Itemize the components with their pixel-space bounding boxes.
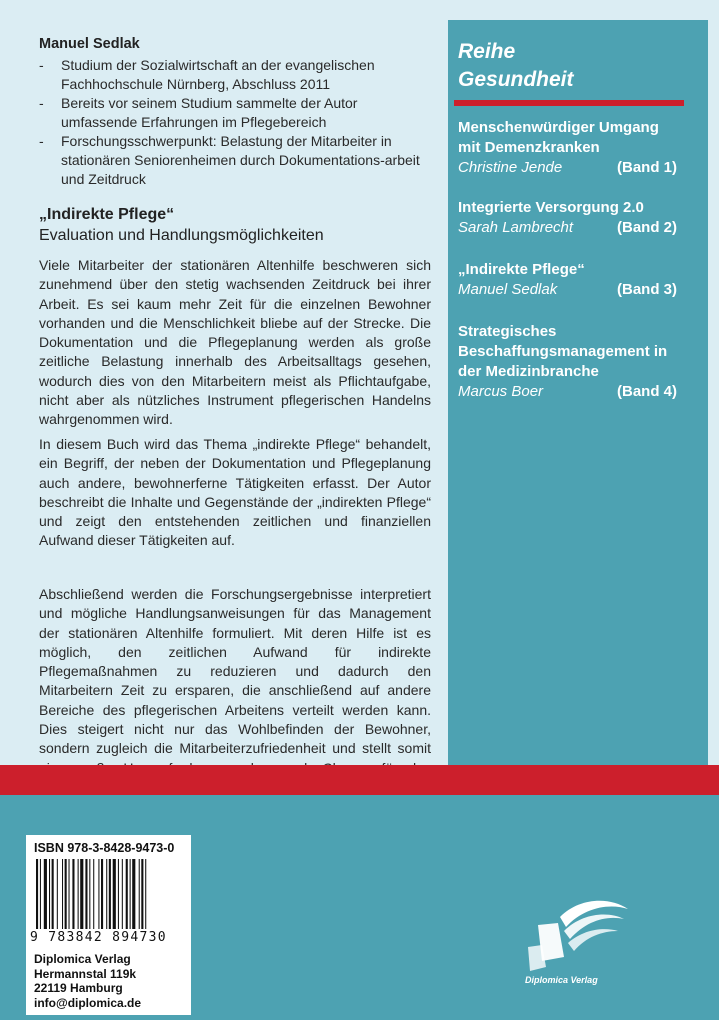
barcode-bar — [130, 859, 131, 929]
red-band — [0, 765, 719, 795]
series-volume — [458, 118, 683, 178]
barcode-bar — [52, 859, 54, 929]
volume-band: (Band 3) — [617, 281, 677, 298]
volume-band: (Band 2) — [617, 219, 677, 236]
blurb-paragraph: Viele Mitarbeiter der stationären Altenhilfe beschweren sich zunehmend über den stetig wachsenden Zeitdruck bei ihrer Arbeit. Es sei kaum mehr Zeit für die einzelnen Bewohner vorhanden und die Menschlichkeit bliebe auf der Strecke. Die Dokumentation und die Pflegeplanung werden als große zeitliche Belastung innerhalb des Arbeitsalltags gesehen, wodurch dies von den Mitarbeitern meist als Pflichtaufgabe, nicht aber als nützliches Instrument pflegerischen Handelns wahrgenommen wird. — [39, 257, 431, 428]
publisher-city: 22119 Hamburg — [34, 981, 123, 995]
series-sidebar — [448, 20, 708, 765]
barcode-bar — [44, 859, 47, 929]
volume-title: Integrierte Versorgung 2.0 — [458, 199, 644, 216]
series-volume — [458, 322, 683, 402]
barcode-bar — [36, 859, 38, 929]
barcode-bar — [49, 859, 50, 929]
barcode-bar — [65, 859, 67, 929]
logo-text: Diplomica Verlag — [525, 975, 598, 985]
series-volume — [458, 260, 683, 300]
blurb-paragraph: Abschließend werden die Forschungsergebnisse interpretiert und mögliche Handlungsanweisungen für das Management der stationären Altenhilfe formuliert. Mit deren Hilfe ist es möglich, den zeitlichen Aufwand für indirekte Pflegemaßnahmen zu reduzieren und dadurch den Mitarbeitern Zeit zu ersparen, die anschließend auf andere Bereiche des pflegerischen Arbeitens verteilt werden kann. Dies steigert nicht nur das Wohlbefinden der Bewohner, sondern zugleich die Mitarbeiterzufriedenheit und stellt somit — [39, 586, 431, 757]
barcode-bar — [139, 859, 140, 929]
bio-item: - Bereits vor seinem Studium sammelte der Autor umfassende Erfahrungen im Pflegebereich — [39, 95, 358, 130]
barcode-bar — [126, 859, 128, 929]
bottom-panel — [0, 795, 719, 1020]
publisher-address — [34, 952, 141, 1010]
publisher-street: Hermannstal 119k — [34, 966, 137, 981]
author-bio — [39, 56, 431, 189]
barcode-bar — [85, 859, 87, 929]
book-subtitle: Evaluation und Handlungsmöglichkeiten — [39, 227, 324, 244]
barcode-bar — [89, 859, 90, 929]
bio-item: - Forschungsschwerpunkt: Belastung der Mitarbeiter in stationären Seniorenheimen durch Dokumentations-arbeit und Zeitdruck — [39, 133, 420, 187]
volume-title: Strategisches Beschaffungsmanagement in der Medizinbranche — [458, 323, 668, 380]
barcode-bar — [109, 859, 111, 929]
barcode-bar — [93, 859, 94, 929]
barcode-bar — [98, 859, 99, 929]
barcode-bar — [122, 859, 123, 929]
barcode-bar — [141, 859, 143, 929]
barcode-bar — [101, 859, 103, 929]
barcode-bar — [132, 859, 135, 929]
volume-author: Christine Jende — [458, 159, 563, 176]
barcode-bar — [57, 859, 58, 929]
volume-author: Manuel Sedlak — [458, 281, 558, 298]
barcode-number: 9 783842 894730 — [30, 930, 167, 945]
author-name: Manuel Sedlak — [39, 36, 140, 52]
barcode-bar — [72, 859, 74, 929]
series-title: Reihe Gesundheit — [458, 40, 574, 91]
blurb-paragraph: In diesem Buch wird das Thema „indirekte Pflege“ behandelt, ein Begriff, der neben der Dokumentation und Pflegeplanung auch andere, bewohnerferne Tätigkeiten erfasst. Der Autor beschreibt die Inhalte und Gegenstände der „indirekten Pflege“ und zeigt den entstehenden zeitlichen und finanziellen Aufwand dieser Tätigkeiten auf. — [39, 436, 431, 549]
barcode-bar — [80, 859, 83, 929]
blurb-column — [26, 20, 438, 765]
series-divider — [454, 100, 684, 106]
isbn-label: ISBN 978-3-8428-9473-0 — [34, 841, 175, 855]
barcode-bar — [118, 859, 119, 929]
volume-author: Marcus Boer — [458, 383, 544, 400]
book-title: „Indirekte Pflege“ — [39, 206, 175, 223]
volume-title: „Indirekte Pflege“ — [458, 261, 585, 278]
barcode-bar — [62, 859, 63, 929]
barcode-bar — [106, 859, 107, 929]
barcode-bar — [145, 859, 146, 929]
barcode-bar — [40, 859, 41, 929]
barcode-bar — [69, 859, 70, 929]
series-volume — [458, 198, 683, 238]
volume-band: (Band 1) — [617, 159, 677, 176]
barcode — [34, 859, 184, 929]
publisher-email: info@diplomica.de — [34, 995, 142, 1010]
barcode-bar — [113, 859, 116, 929]
publisher-name: Diplomica Verlag — [34, 952, 131, 966]
volume-title: Menschenwürdiger Umgang mit Demenzkranken — [458, 119, 659, 156]
bio-item: - Studium der Sozialwirtschaft an der evangelischen Fachhochschule Nürnberg, Abschluss 2011 — [39, 57, 375, 92]
isbn-box — [26, 835, 191, 1015]
barcode-bar — [78, 859, 79, 929]
volume-author: Sarah Lambrecht — [458, 219, 574, 236]
volume-band: (Band 4) — [617, 383, 677, 400]
